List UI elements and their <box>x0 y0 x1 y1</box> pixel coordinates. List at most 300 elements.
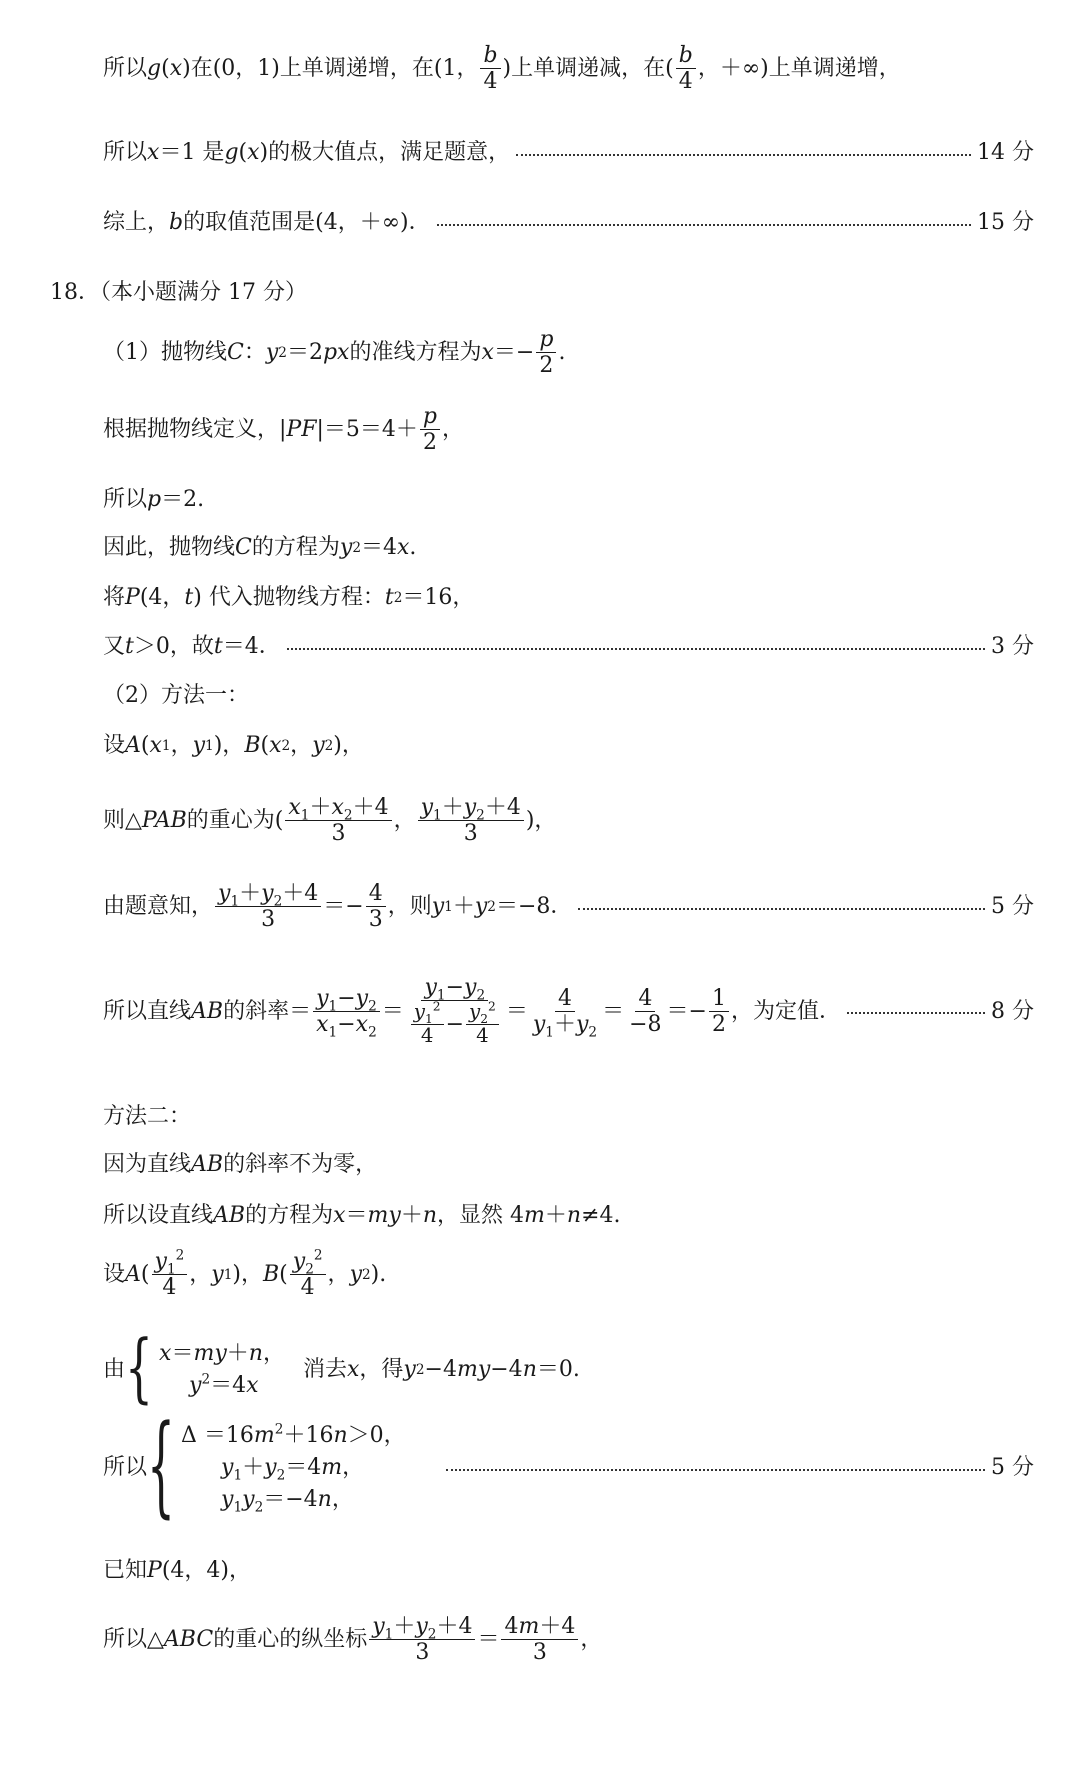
text: y <box>420 795 434 820</box>
text: ＋ <box>226 1341 249 1366</box>
text: my <box>367 1203 401 1228</box>
text: ， <box>189 1261 212 1287</box>
subscript: 2 <box>254 1499 264 1516</box>
text: ＞0， <box>347 1423 406 1448</box>
numerator <box>285 795 391 824</box>
score-label: 5 分 <box>991 1455 1034 1481</box>
denominator: 3 <box>463 821 478 847</box>
text: 的重心为( <box>186 807 284 833</box>
text: y <box>189 1372 202 1398</box>
text: )的极大值点，满足题意， <box>259 140 511 165</box>
fraction <box>406 976 504 1047</box>
subscript: 2 <box>273 893 283 910</box>
text: y <box>464 975 477 1000</box>
line-eliminate-x: 由 { x＝my＋n， $y^2=4x$ 消去 x ，得 y 2 −4 my −4 n ＝0. <box>103 1325 580 1412</box>
score-label: 3 分 <box>991 634 1034 659</box>
text: y <box>154 1249 167 1274</box>
superscript: 2 <box>201 1371 211 1388</box>
text: − <box>337 985 356 1011</box>
numerator: b <box>676 44 696 69</box>
text: ， <box>327 1261 350 1287</box>
line-set-points: 设 A ( x 1 ， y 1 )， B ( x 2 ， y 2 )， <box>103 733 364 758</box>
line-centroid <box>103 796 1034 845</box>
fraction <box>418 796 524 845</box>
text: (4，4)， <box>161 1558 251 1583</box>
brace <box>147 1402 176 1530</box>
text: y <box>221 1454 234 1480</box>
text: y <box>265 339 279 365</box>
text: y <box>264 1454 277 1480</box>
subscript: 2 <box>476 987 486 1004</box>
text: ， <box>342 1454 365 1480</box>
subscript: 2 <box>588 1024 598 1041</box>
text: PF <box>286 416 317 442</box>
text: ＝− <box>323 893 364 919</box>
text: − <box>445 1011 465 1037</box>
text: 所以 <box>103 55 148 81</box>
text: y <box>469 1000 481 1024</box>
left-brace-icon: { <box>147 1402 176 1530</box>
numerator: 1 <box>709 987 729 1012</box>
text: ＝ <box>171 1341 194 1366</box>
text: − <box>445 975 465 1000</box>
text: 因此，抛物线 <box>103 535 236 560</box>
text: 由题意知， <box>103 893 214 919</box>
numerator <box>290 1247 326 1278</box>
text: ( <box>279 1261 288 1287</box>
text: 综上， <box>103 210 170 235</box>
line-definition <box>103 405 1034 454</box>
text: ＝ <box>477 1626 500 1652</box>
text: x <box>147 140 160 165</box>
subscript: 1 <box>233 1499 243 1516</box>
superscript: 2 <box>313 1247 323 1264</box>
text: )上单调递减，在( <box>502 55 674 81</box>
text: ＝4． <box>222 634 281 659</box>
text: 由 <box>103 1357 126 1383</box>
text: x <box>246 1372 259 1398</box>
text: ( <box>140 1261 150 1287</box>
line-vieta <box>103 1402 1034 1530</box>
text: ， <box>170 733 193 758</box>
text: px <box>322 339 350 365</box>
text: . <box>558 339 566 365</box>
text: y <box>355 985 369 1011</box>
text: ＝0. <box>536 1357 580 1383</box>
text: A <box>125 733 141 758</box>
text: ，得 <box>359 1357 404 1383</box>
text: C <box>235 535 252 560</box>
text: my <box>193 1341 227 1366</box>
text: y <box>312 733 325 758</box>
text: my <box>456 1357 491 1383</box>
text: x <box>247 140 260 165</box>
numerator: p <box>536 328 556 353</box>
text: y <box>463 795 477 820</box>
subscript: 1 <box>545 1024 554 1041</box>
text: ， <box>331 1486 354 1512</box>
text: P <box>125 585 140 610</box>
text: x <box>355 1011 369 1037</box>
text: n <box>422 1203 438 1228</box>
fraction <box>709 987 729 1036</box>
text: ＝−8． <box>495 893 573 919</box>
text: AB <box>191 998 224 1024</box>
left-brace-icon: { <box>125 1325 154 1412</box>
text: ABC <box>163 1626 214 1652</box>
line-p-value <box>103 487 1034 512</box>
text: 将 <box>103 585 126 610</box>
text: y <box>413 1000 425 1024</box>
denominator: 4 <box>420 1023 434 1047</box>
score-label: 8 分 <box>991 998 1034 1024</box>
text: 消去 <box>302 1357 347 1383</box>
text: (4， <box>139 585 185 610</box>
text: y <box>372 1614 385 1639</box>
text: )， <box>232 1261 263 1287</box>
numerator <box>418 795 524 824</box>
text: x <box>331 795 344 820</box>
subscript: 1 <box>328 1024 338 1041</box>
fraction <box>676 44 696 93</box>
text: 所以△ <box>103 1626 164 1652</box>
text: y <box>292 1249 306 1274</box>
text: ) 代入抛物线方程： <box>193 585 385 610</box>
subscript: 2 <box>368 998 377 1015</box>
text: b <box>169 210 184 235</box>
text: m <box>524 1203 545 1228</box>
text: )， <box>213 733 245 758</box>
equation-system <box>181 1420 406 1516</box>
dot-leader <box>578 908 985 910</box>
score-label: 5 分 <box>991 893 1034 919</box>
text: ＋4 <box>352 795 389 820</box>
text: y <box>211 1261 224 1287</box>
subscript: 2 <box>305 1261 314 1278</box>
text: |＝5＝4＋ <box>316 416 418 442</box>
text: ＝4 <box>210 1372 247 1398</box>
text: ＝ <box>345 1203 368 1228</box>
subscript: 2 <box>276 1467 286 1484</box>
system-row <box>181 1484 406 1516</box>
text: n <box>333 1423 348 1448</box>
text: y <box>192 733 206 758</box>
dot-leader <box>446 1469 985 1471</box>
text: n <box>522 1357 537 1383</box>
text: x <box>316 1011 329 1037</box>
line-centroid-y <box>103 1615 1034 1664</box>
line-substitute-point: 将 P (4， t ) 代入抛物线方程： t 2 ＝16， <box>103 585 475 610</box>
denominator: −8 <box>629 1011 662 1037</box>
numerator: 4 <box>555 987 575 1012</box>
text: x <box>149 733 162 758</box>
fraction <box>313 985 380 1041</box>
fraction <box>152 1247 188 1301</box>
text: 因为直线 <box>103 1152 192 1177</box>
text: t <box>213 634 223 659</box>
text: 所以 <box>103 140 148 165</box>
fraction <box>290 1247 326 1301</box>
numerator <box>313 985 380 1015</box>
denominator: 4 <box>678 69 693 95</box>
text: x <box>169 55 183 81</box>
denominator: 3 <box>331 821 346 847</box>
numerator <box>369 1614 475 1643</box>
text: ＝ <box>602 998 625 1024</box>
text: B <box>263 1261 280 1287</box>
text: ，则 <box>387 893 432 919</box>
text: )， <box>333 733 364 758</box>
fraction <box>480 44 500 93</box>
question-heading <box>50 280 1034 305</box>
text: 4 <box>504 1614 519 1639</box>
denominator: 3 <box>261 907 276 933</box>
text: x <box>346 1357 360 1383</box>
text: A <box>125 1261 141 1287</box>
text: ＝2 <box>286 339 323 365</box>
text: ＝4 <box>285 1454 322 1480</box>
text: ＝ <box>381 998 404 1024</box>
subscript: 1 <box>328 998 338 1015</box>
subscript: 2 <box>476 807 485 824</box>
line-known-point <box>103 1558 1034 1583</box>
fraction <box>536 328 556 377</box>
text: ＝−4 <box>263 1486 318 1512</box>
numerator <box>411 999 444 1027</box>
text: ＝− <box>666 998 707 1024</box>
text: ( <box>161 55 170 81</box>
text: x <box>288 795 301 820</box>
text: ， <box>393 807 416 833</box>
text: AB <box>191 1152 224 1177</box>
subscript: 1 <box>436 987 446 1004</box>
text: ＋4 <box>539 1614 576 1639</box>
text: AB <box>213 1203 246 1228</box>
denominator <box>313 1011 380 1041</box>
text: 的取值范围是(4，＋∞)． <box>183 210 431 235</box>
line-sum-y: 由题意知， $\frac{y_1+y_2+4}{3}$ ＝− $\frac{4}{3}$ ，则 y 1 ＋ y 2 ＝−8． 5 分 <box>103 881 1034 933</box>
line-t-value <box>103 634 1034 659</box>
text: 设 <box>103 733 126 758</box>
line-method-one <box>103 683 1034 708</box>
superscript: 2 <box>488 999 496 1014</box>
text: y <box>349 1261 362 1287</box>
text: m <box>518 1614 540 1639</box>
text: 根据抛物线定义，| <box>103 416 287 442</box>
text: 所以 <box>103 487 148 512</box>
numerator: b <box>480 44 500 69</box>
text: ≠4. <box>581 1203 621 1228</box>
text: ( <box>238 140 248 165</box>
denominator: 3 <box>368 907 383 933</box>
line-conclusion <box>103 210 1034 235</box>
line-local-max <box>103 140 1034 165</box>
numerator <box>421 975 488 1004</box>
system-row <box>181 1420 406 1452</box>
fraction <box>369 1615 475 1664</box>
denominator: 4 <box>483 69 498 95</box>
text: n <box>248 1341 263 1366</box>
text: B <box>244 733 261 758</box>
denominator <box>530 1011 600 1041</box>
subscript: 1 <box>384 1626 394 1643</box>
text: PAB <box>141 807 187 833</box>
text: ＋ <box>553 1011 576 1037</box>
text: 的准线方程为 <box>349 339 482 365</box>
text: y <box>532 1011 546 1037</box>
line-line-equation <box>103 1203 1034 1228</box>
text: y <box>403 1357 416 1383</box>
text: ＋ <box>452 893 475 919</box>
text: t <box>184 585 194 610</box>
text: ( <box>140 733 150 758</box>
text: y <box>474 893 488 919</box>
text: y <box>316 985 329 1011</box>
denominator: 4 <box>162 1275 177 1301</box>
denominator: 3 <box>532 1640 547 1666</box>
text: 所以 <box>103 1455 148 1481</box>
text: 已知 <box>103 1558 148 1583</box>
text: . <box>409 535 417 560</box>
fraction <box>466 999 499 1047</box>
fraction <box>501 1615 578 1664</box>
text: )在(0，1)上单调递增，在(1， <box>182 55 479 81</box>
text: y <box>221 1486 234 1512</box>
method-heading: 方法二： <box>103 1104 192 1129</box>
denominator: 2 <box>711 1011 726 1037</box>
dot-leader <box>287 648 985 650</box>
text: y <box>218 881 231 906</box>
denominator: 2 <box>422 430 437 456</box>
text: 的斜率不为零， <box>223 1152 378 1177</box>
brace <box>125 1325 154 1412</box>
text: 的方程为 <box>245 1203 334 1228</box>
text: ＋ <box>544 1203 567 1228</box>
text: p <box>147 487 162 512</box>
method-heading: （2）方法一： <box>103 683 249 708</box>
text: （1）抛物线 <box>103 339 227 365</box>
text: y <box>431 893 445 919</box>
text: 的方程为 <box>251 535 340 560</box>
text: 设 <box>103 1261 126 1287</box>
subscript: 2 <box>427 1626 437 1643</box>
text: ). <box>370 1261 387 1287</box>
line-parabola-equation: 因此，抛物线 C 的方程为 y 2 ＝4 x . <box>103 535 417 560</box>
text: −4 <box>490 1357 523 1383</box>
text: ＋4 <box>484 795 521 820</box>
text: − <box>337 1011 356 1037</box>
subscript: 1 <box>166 1261 176 1278</box>
text: x <box>396 535 410 560</box>
fraction <box>626 987 664 1036</box>
text: P <box>147 1558 162 1583</box>
denominator: 3 <box>415 1640 430 1666</box>
score-label: 14 分 <box>977 140 1034 165</box>
text: y <box>424 975 437 1000</box>
text: g <box>224 140 239 165</box>
text: t <box>384 585 394 610</box>
system-row <box>159 1370 285 1402</box>
text: ＋16 <box>283 1423 334 1448</box>
numerator: p <box>420 405 440 430</box>
score-label: 15 分 <box>977 210 1034 235</box>
question-title: 18．（本小题满分 17 分） <box>50 280 307 305</box>
text: y <box>242 1486 255 1512</box>
subscript: 1 <box>433 807 442 824</box>
system-row <box>181 1452 406 1484</box>
equation-system <box>159 1338 285 1402</box>
line-set-points-2: 设 A ( $\frac{y_1^2}{4}$ ， y 1 )， B ( $\frac{y_2^2}{4}$ ， y 2 ). <box>103 1247 387 1301</box>
text: ＋ <box>441 795 464 820</box>
text: y <box>339 535 353 560</box>
fraction <box>530 985 600 1041</box>
dot-leader <box>437 224 971 226</box>
subscript: 2 <box>343 807 353 824</box>
text: ＋ <box>400 1203 423 1228</box>
text: m <box>321 1454 343 1480</box>
text: ＞0，故 <box>133 634 214 659</box>
text: ， <box>290 733 313 758</box>
numerator <box>152 1247 188 1278</box>
text: C <box>227 339 244 365</box>
text: y <box>415 1614 428 1639</box>
superscript: 2 <box>175 1247 185 1264</box>
line-method-two <box>103 1104 1034 1129</box>
subscript: 1 <box>300 807 310 824</box>
line-directrix: （1）抛物线 C ： y 2 ＝2 px 的准线方程为 x ＝− $\frac{p}{2}$ . <box>103 327 566 379</box>
text: ＋ <box>242 1454 265 1480</box>
text: ＋ <box>393 1614 416 1639</box>
numerator <box>501 1615 578 1640</box>
fraction <box>215 882 321 931</box>
subscript: 2 <box>480 1012 489 1027</box>
denominator: 2 <box>539 353 554 379</box>
superscript: 2 <box>432 999 441 1014</box>
text: ＝1 是 <box>159 140 225 165</box>
numerator <box>466 999 499 1027</box>
text: ＝− <box>493 339 535 365</box>
text: y <box>261 881 274 906</box>
subscript: 2 <box>368 1024 377 1041</box>
fraction <box>411 999 444 1047</box>
text: ， <box>262 1341 285 1366</box>
text: t <box>125 634 134 659</box>
text: 所以直线 <box>103 998 192 1024</box>
line-slope-nonzero <box>103 1152 1034 1177</box>
text: −4 <box>424 1357 457 1383</box>
numerator <box>215 881 321 910</box>
fraction <box>420 405 440 454</box>
subscript: 1 <box>233 1467 243 1484</box>
line-monotonicity <box>103 44 1034 93</box>
text: ＝16， <box>402 585 475 610</box>
text: ＝2. <box>161 487 205 512</box>
text: ，＋∞)上单调递增， <box>697 55 901 81</box>
text: 所以设直线 <box>103 1203 214 1228</box>
text: x <box>269 733 282 758</box>
text: x <box>333 1203 346 1228</box>
denominator <box>406 1001 504 1047</box>
text: ＋4 <box>436 1614 473 1639</box>
dot-leader <box>847 1012 985 1014</box>
subscript: 1 <box>424 1012 433 1027</box>
denominator: 4 <box>476 1023 489 1047</box>
text: 又 <box>103 634 126 659</box>
numerator: 4 <box>366 882 386 907</box>
line-slope <box>103 976 1034 1047</box>
text: Δ ＝16 <box>181 1423 254 1448</box>
superscript: 2 <box>274 1421 284 1438</box>
